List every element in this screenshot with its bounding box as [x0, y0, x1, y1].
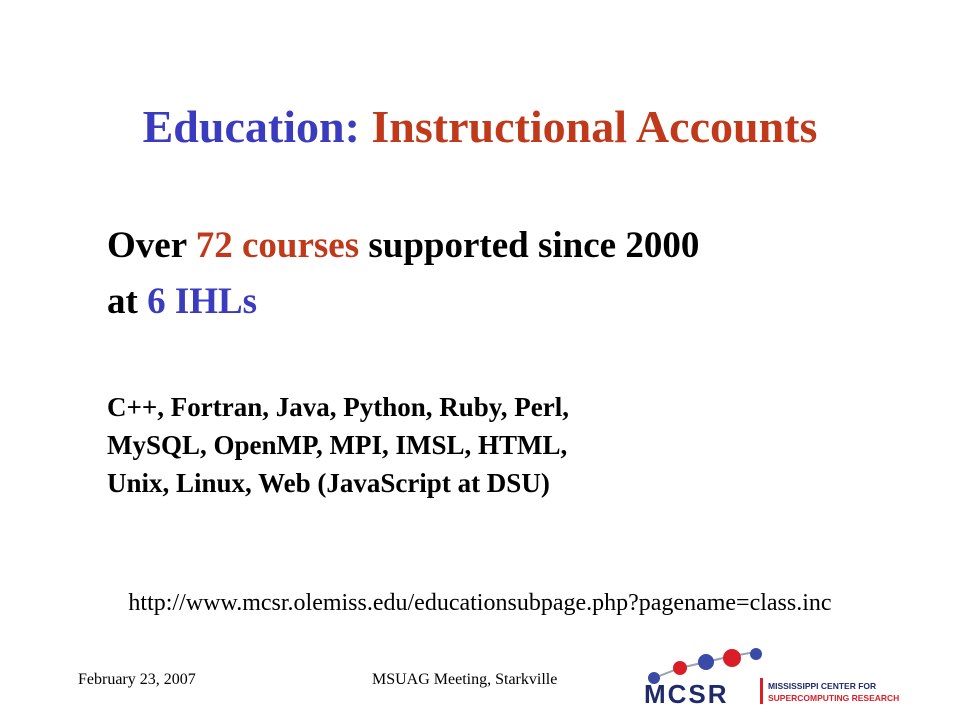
headline-ihl-count: 6 IHLs: [147, 281, 258, 322]
footer-date: February 23, 2007: [78, 671, 196, 688]
mcsr-logo-icon: [640, 648, 910, 708]
svg-text:SUPERCOMPUTING RESEARCH: SUPERCOMPUTING RESEARCH: [768, 693, 900, 703]
headline-line-2: [107, 274, 699, 330]
headline-line1-prefix: Over: [107, 225, 187, 266]
headline-courses-count: 72 courses: [195, 225, 360, 266]
svg-text:MCSR: MCSR: [644, 679, 729, 708]
footer-meeting: MSUAG Meeting, Starkville: [372, 671, 558, 688]
headline-line2-prefix: at: [107, 281, 138, 322]
title-part-instructional-accounts: Instructional Accounts: [371, 101, 818, 152]
languages-line-3: Unix, Linux, Web (JavaScript at DSU): [107, 468, 550, 498]
languages-list: [107, 388, 569, 502]
reference-url[interactable]: http://www.mcsr.olemiss.edu/educationsubpage.php?pagename=class.inc: [128, 590, 832, 616]
headline-line-1: [107, 218, 699, 274]
mcsr-logo: [640, 648, 910, 708]
headline-line1-suffix: supported since 2000: [368, 225, 700, 266]
slide-title: [0, 100, 960, 153]
languages-line-1: C++, Fortran, Java, Python, Ruby, Perl,: [107, 392, 570, 422]
title-part-education: Education:: [142, 101, 360, 152]
courses-headline: [107, 218, 699, 330]
languages-line-2: MySQL, OpenMP, MPI, IMSL, HTML,: [107, 430, 568, 460]
svg-text:MISSISSIPPI CENTER FOR: MISSISSIPPI CENTER FOR: [768, 681, 877, 691]
